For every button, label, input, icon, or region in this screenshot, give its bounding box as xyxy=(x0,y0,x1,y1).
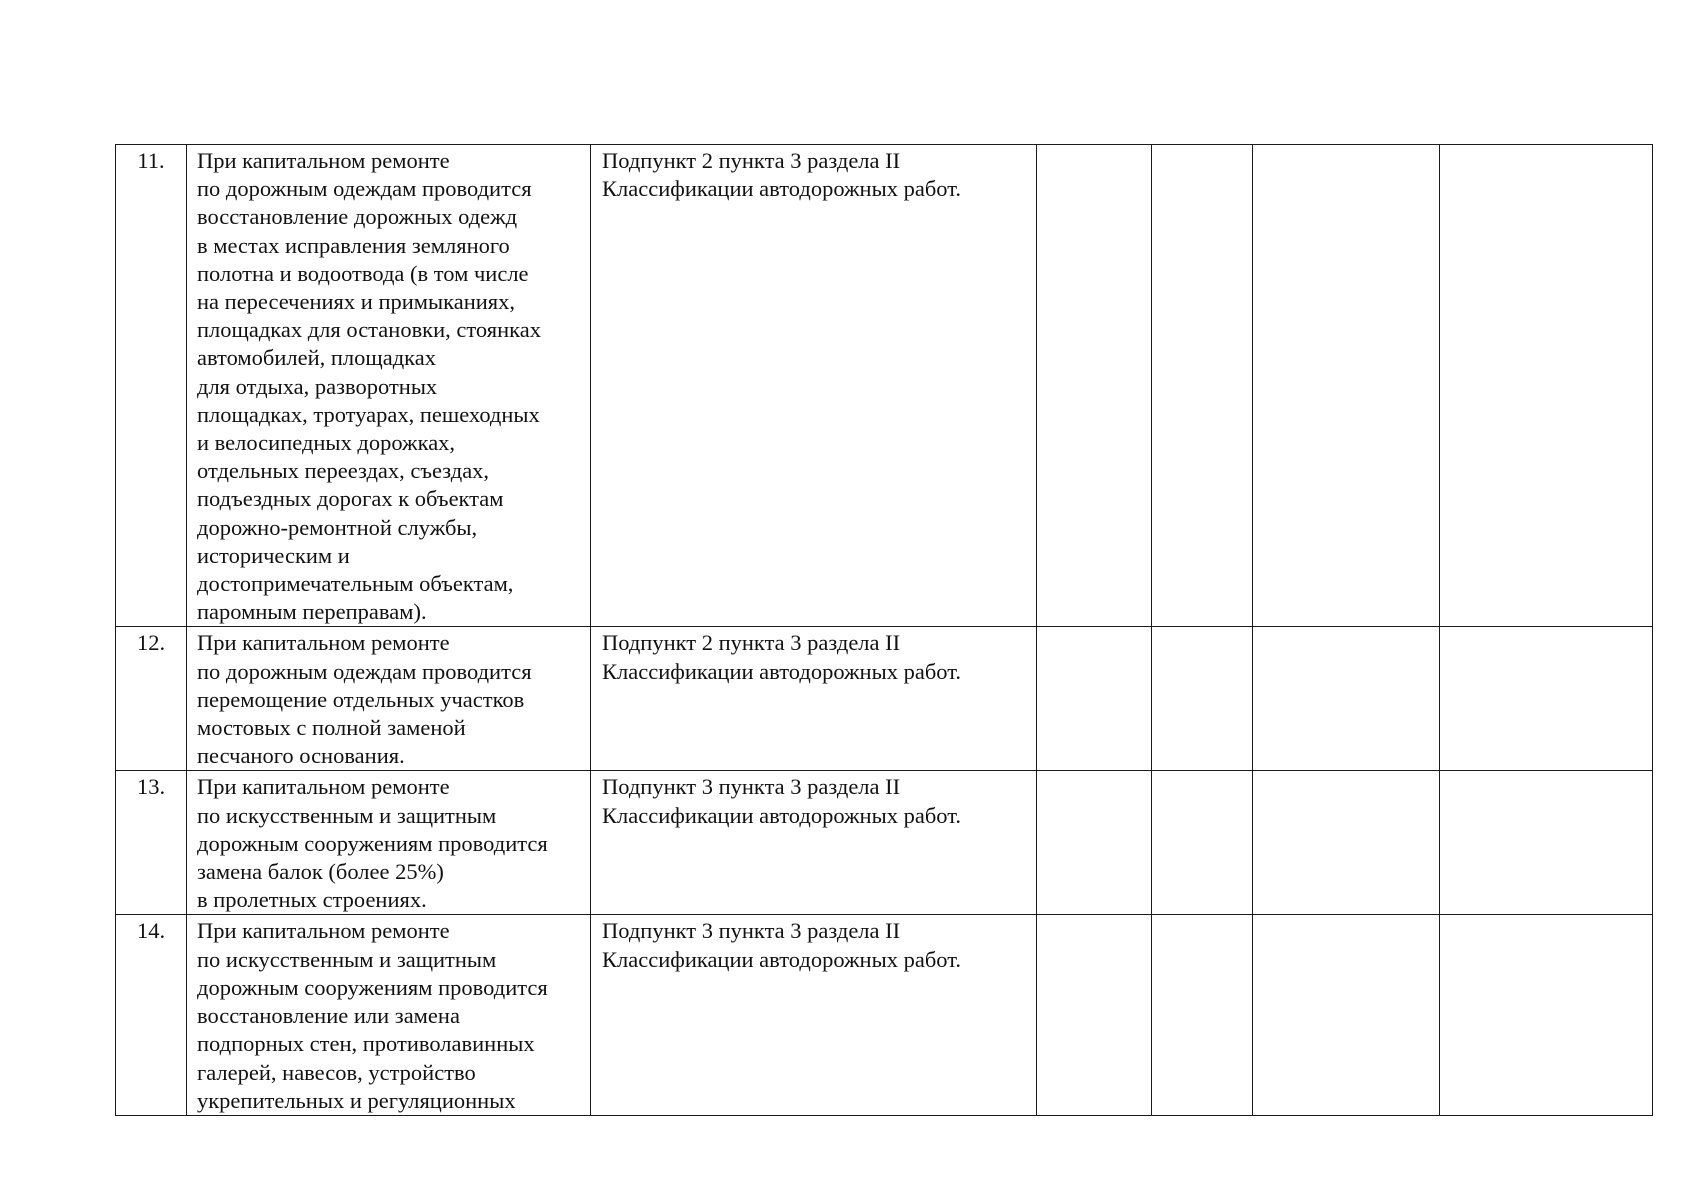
requirement-text: При капитальном ремонте по дорожным одеждам проводится восстановление дорожных одежд в местах исправления земляного полотна и водоотвода (в том числе на пересечениях и примыканиях, площадках для остановки, стоянках автомобилей, площадках для отдыха, разворотных площадках, тротуарах, пешеходных и велосипедных дорожках, отдельных переездах, съездах, подъездных дорогах к объектам дорожно-ремонтной службы, историческим и достопримечательным объектам, паромным переправам). xyxy=(187,145,591,627)
empty-cell[interactable] xyxy=(1253,771,1440,915)
empty-cell[interactable] xyxy=(1253,145,1440,627)
table-row xyxy=(116,771,1653,915)
reference-text: Подпункт 2 пункта 3 раздела II Классификации автодорожных работ. xyxy=(591,145,1037,627)
empty-cell[interactable] xyxy=(1152,145,1253,627)
row-number: 11. xyxy=(116,145,187,627)
reference-text: Подпункт 2 пункта 3 раздела II Классификации автодорожных работ. xyxy=(591,627,1037,771)
empty-cell[interactable] xyxy=(1152,627,1253,771)
empty-cell[interactable] xyxy=(1253,627,1440,771)
reference-text: Подпункт 3 пункта 3 раздела II Классификации автодорожных работ. xyxy=(591,915,1037,1115)
requirement-text: При капитальном ремонте по дорожным одеждам проводится перемощение отдельных участков мостовых с полной заменой песчаного основания. xyxy=(187,627,591,771)
table-row xyxy=(116,915,1653,1115)
requirement-text: При капитальном ремонте по искусственным и защитным дорожным сооружениям проводится замена балок (более 25%) в пролетных строениях. xyxy=(187,771,591,915)
empty-cell[interactable] xyxy=(1440,145,1653,627)
empty-cell[interactable] xyxy=(1037,915,1152,1115)
empty-cell[interactable] xyxy=(1440,915,1653,1115)
empty-cell[interactable] xyxy=(1253,915,1440,1115)
reference-text: Подпункт 3 пункта 3 раздела II Классификации автодорожных работ. xyxy=(591,771,1037,915)
empty-cell[interactable] xyxy=(1440,771,1653,915)
row-number: 13. xyxy=(116,771,187,915)
empty-cell[interactable] xyxy=(1440,627,1653,771)
requirement-text: При капитальном ремонте по искусственным и защитным дорожным сооружениям проводится восстановление или замена подпорных стен, противолавинных галерей, навесов, устройство укрепительных и регуляционных xyxy=(187,915,591,1115)
row-number: 14. xyxy=(116,915,187,1115)
requirements-table xyxy=(115,144,1653,1116)
table-row xyxy=(116,145,1653,627)
empty-cell[interactable] xyxy=(1152,771,1253,915)
row-number: 12. xyxy=(116,627,187,771)
table-row xyxy=(116,627,1653,771)
empty-cell[interactable] xyxy=(1037,145,1152,627)
empty-cell[interactable] xyxy=(1037,771,1152,915)
empty-cell[interactable] xyxy=(1037,627,1152,771)
empty-cell[interactable] xyxy=(1152,915,1253,1115)
